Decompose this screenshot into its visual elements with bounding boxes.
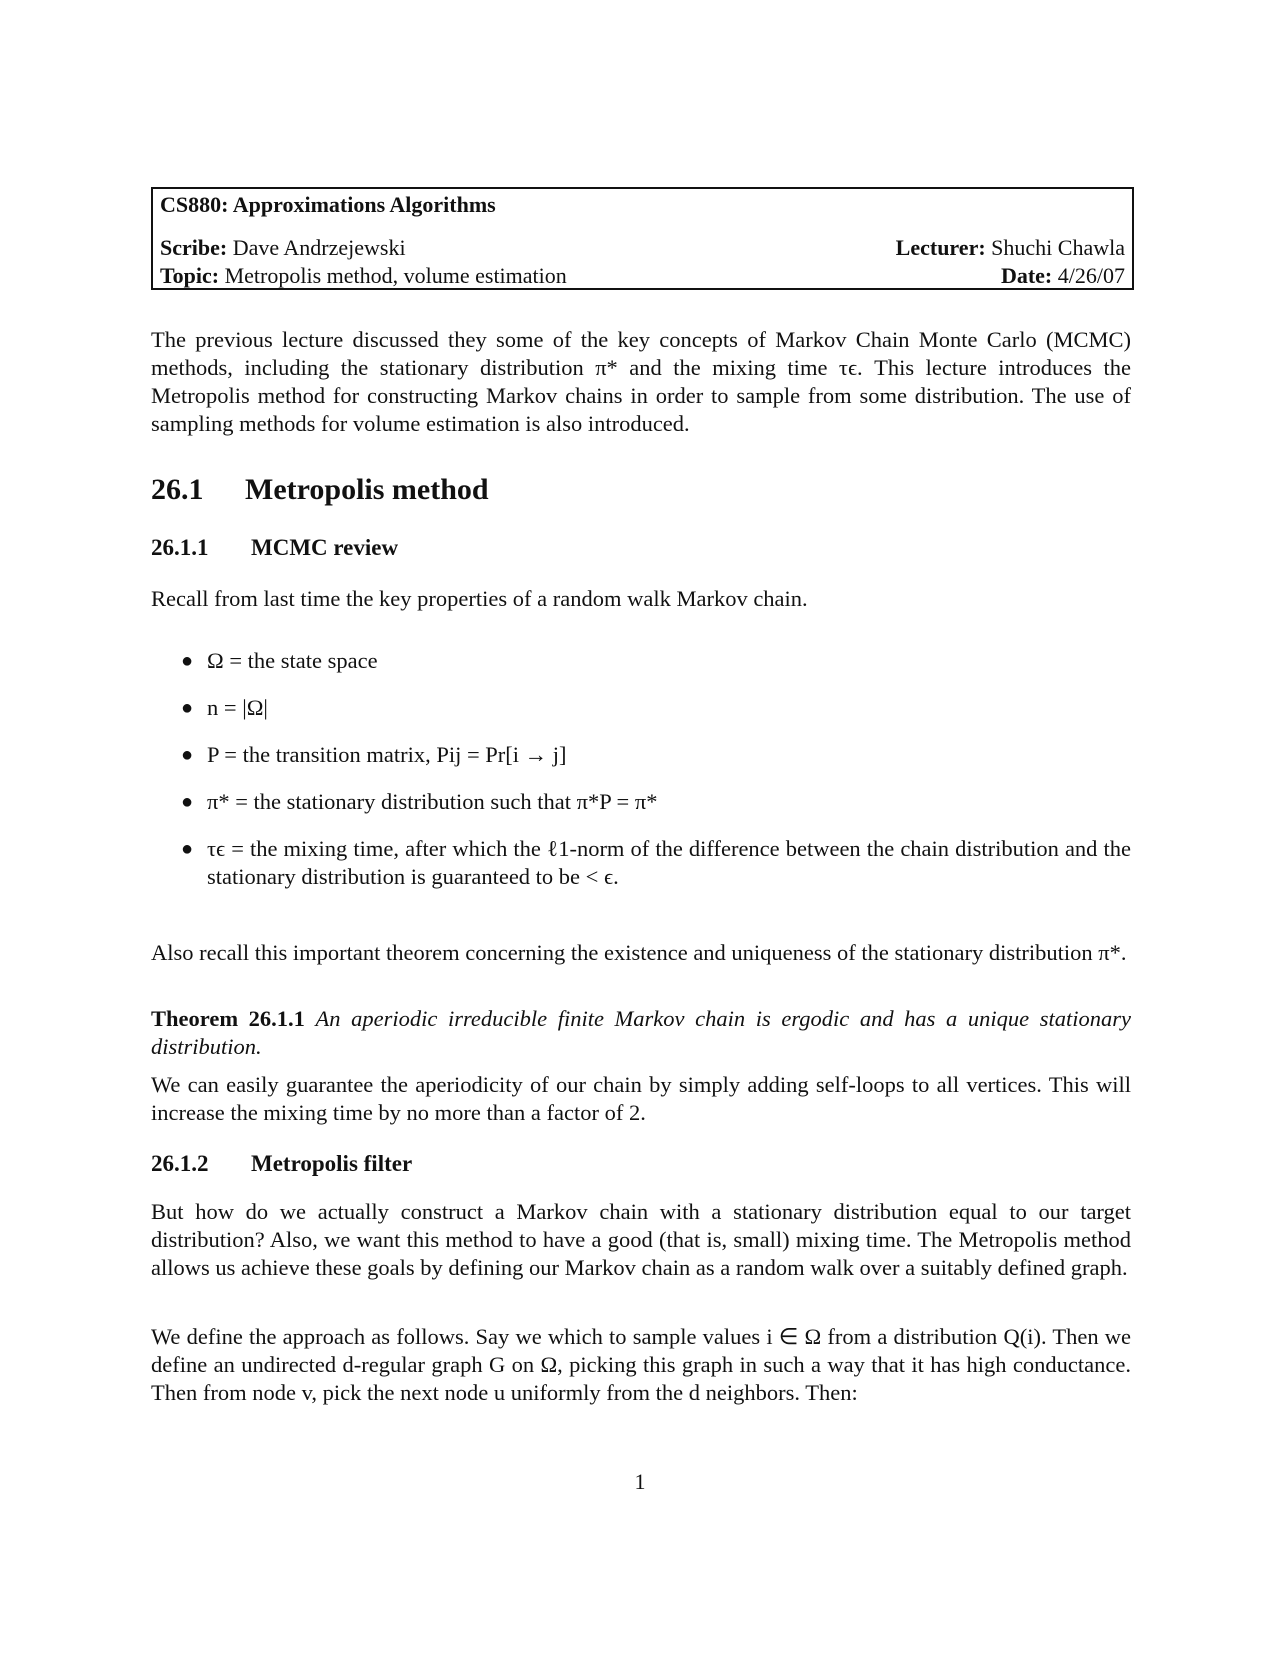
list-item (151, 647, 1131, 675)
theorem-label: Theorem 26.1.1 (151, 1006, 305, 1031)
filter-paragraph-1: But how do we actually construct a Markov chain with a stationary distribution equal to our target distribution? Also, we want this method to have a good (that is, small) mixing time. The Metropolis method allows us achieve these goals by defining our Markov chain as a random walk over a suitably defined graph. (151, 1199, 1131, 1280)
section-heading (151, 473, 489, 506)
aperiodicity-paragraph: We can easily guarantee the aperiodicity of our chain by simply adding self-loops to all vertices. This will increase the mixing time by no more than a factor of 2. (151, 1072, 1131, 1125)
subsection-title: MCMC review (251, 535, 399, 560)
scribe-line (160, 234, 406, 262)
list-item (151, 694, 1131, 722)
subsection-heading-review (151, 534, 398, 562)
also-recall-paragraph: Also recall this important theorem concerning the existence and uniqueness of the stationary distribution π*. (151, 940, 1127, 965)
topic-line (160, 262, 567, 290)
subsection-heading-filter (151, 1150, 412, 1178)
section-title: Metropolis method (245, 473, 489, 506)
list-item (151, 741, 1131, 769)
bullet-icon: ● (181, 791, 194, 813)
bullet-icon: ● (181, 744, 194, 766)
lecture-header-box (151, 187, 1134, 290)
theorem (151, 1005, 1131, 1061)
course-title: CS880: Approximations Algorithms (160, 192, 496, 217)
list-item-text: n = |Ω| (207, 695, 268, 720)
bullet-icon: ● (181, 650, 194, 672)
list-item-text: P = the transition matrix, Pij = Pr[i → j] (207, 742, 567, 767)
properties-list (151, 647, 1131, 910)
recall-paragraph: Recall from last time the key properties of a random walk Markov chain. (151, 586, 808, 611)
bullet-icon: ● (181, 838, 194, 860)
lecturer-label: Lecturer: (895, 235, 986, 260)
scribe-name: Dave Andrzejewski (232, 235, 406, 260)
theorem-body: An aperiodic irreducible finite Markov chain is ergodic and has a unique stationary distribution. (151, 1006, 1131, 1059)
section-number: 26.1 (151, 473, 204, 506)
date-line (1001, 262, 1125, 290)
scribe-label: Scribe: (160, 235, 228, 260)
intro-paragraph: The previous lecture discussed they some of the key concepts of Markov Chain Monte Carlo (MCMC) methods, including the stationary distribution π* and the mixing time τϵ. This lecture introduces the Metropolis method for constructing Markov chains in order to sample from some distribution. The use of sampling methods for volume estimation is also introduced. (151, 327, 1131, 436)
list-item-text: τϵ = the mixing time, after which the ℓ1-norm of the difference between the chain distribution and the stationary distribution is guaranteed to be < ϵ. (207, 836, 1131, 889)
list-item (151, 835, 1131, 891)
date-value: 4/26/07 (1057, 263, 1125, 288)
list-item-text: π* = the stationary distribution such that π*P = π* (207, 789, 658, 814)
list-item (151, 788, 1131, 816)
topic-text: Metropolis method, volume estimation (224, 263, 567, 288)
subsection-number: 26.1.1 (151, 535, 209, 560)
lecturer-name: Shuchi Chawla (991, 235, 1125, 260)
lecturer-line (896, 234, 1125, 262)
topic-label: Topic: (160, 263, 220, 288)
date-label: Date: (1000, 263, 1053, 288)
subsection-title: Metropolis filter (251, 1151, 413, 1176)
page-number: 1 (634, 1469, 646, 1494)
subsection-number: 26.1.2 (151, 1151, 209, 1176)
list-item-text: Ω = the state space (207, 648, 378, 673)
bullet-icon: ● (181, 697, 194, 719)
filter-paragraph-2: We define the approach as follows. Say we which to sample values i ∈ Ω from a distribution Q(i). Then we define an undirected d-regular graph G on Ω, picking this graph in such a way that it has high conductance. Then from node v, pick the next node u uniformly from the d neighbors. Then: (151, 1324, 1131, 1405)
